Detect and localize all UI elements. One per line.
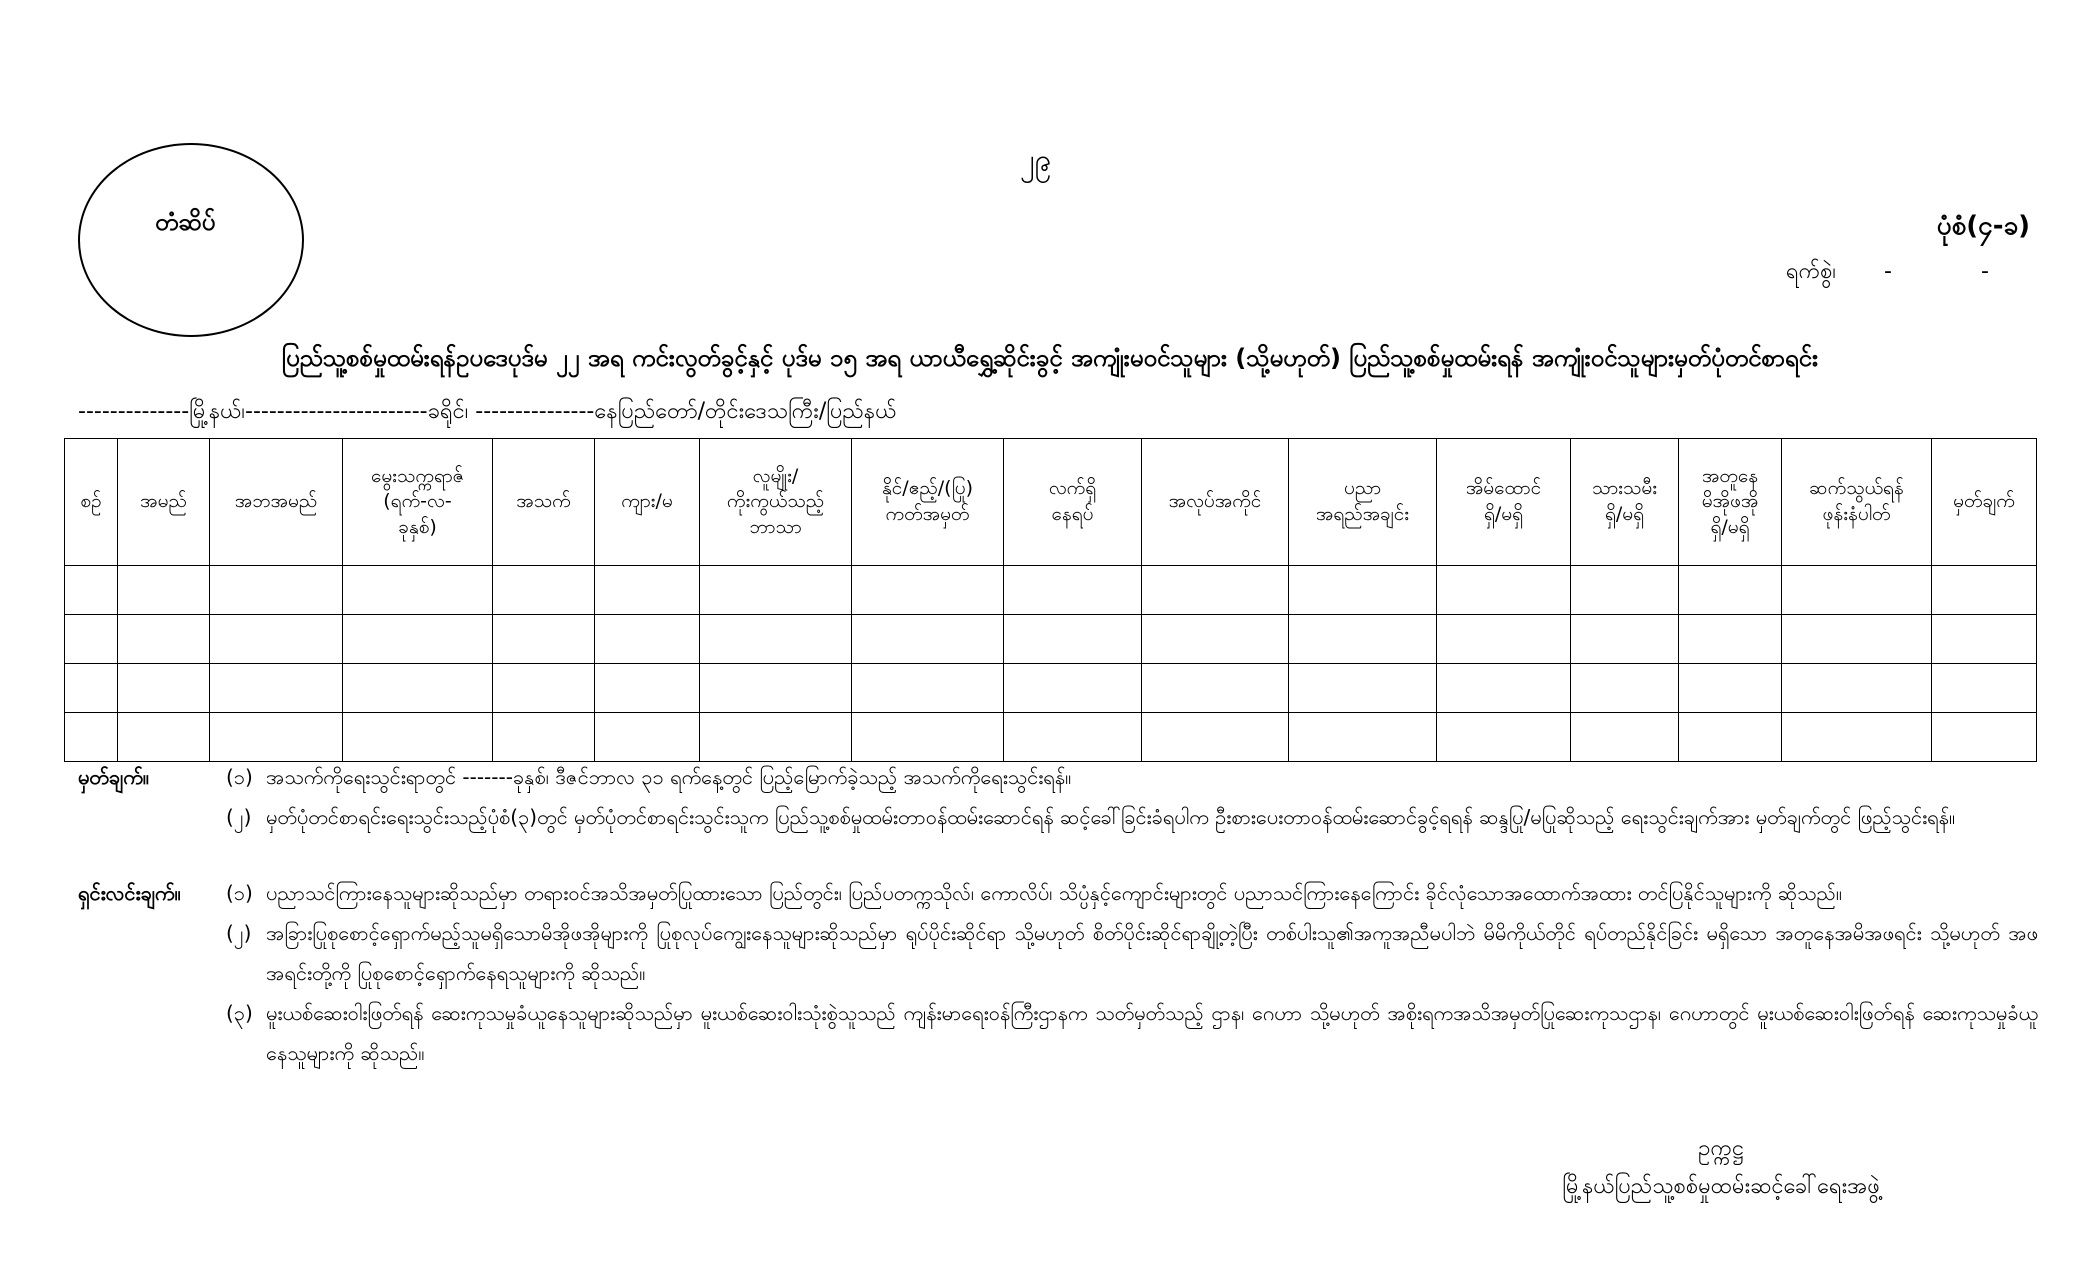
register-table (64, 438, 2037, 762)
table-cell[interactable] (343, 713, 493, 762)
table-cell[interactable] (1571, 664, 1679, 713)
table-cell[interactable] (1782, 566, 1932, 615)
table-cell[interactable] (852, 615, 1004, 664)
column-header: ကျား/မ (595, 439, 700, 566)
table-cell[interactable] (210, 664, 343, 713)
table-cell[interactable] (852, 664, 1004, 713)
table-row (65, 615, 2037, 664)
table-cell[interactable] (852, 713, 1004, 762)
table-cell[interactable] (118, 566, 210, 615)
table-cell[interactable] (1437, 664, 1571, 713)
column-header: အလုပ်အကိုင် (1142, 439, 1289, 566)
date-line (1786, 256, 2030, 289)
explanation-number: (၃) (226, 1001, 253, 1025)
table-cell[interactable] (210, 615, 343, 664)
column-header: စဉ် (65, 439, 118, 566)
table-cell[interactable] (595, 566, 700, 615)
form-number: ပုံစံ(၄-ခ) (1936, 211, 2030, 241)
table-cell[interactable] (118, 615, 210, 664)
table-cell[interactable] (1437, 713, 1571, 762)
table-header-row (65, 439, 2037, 566)
table-cell[interactable] (1932, 566, 2037, 615)
date-day-blank: - (1884, 259, 1892, 284)
table-cell[interactable] (1004, 664, 1142, 713)
column-header: လက်ရှိ နေရပ် (1004, 439, 1142, 566)
table-cell[interactable] (1437, 566, 1571, 615)
remark-number: (၁) (226, 765, 253, 789)
remarks-section (78, 757, 2038, 837)
table-cell[interactable] (1932, 664, 2037, 713)
table-cell[interactable] (595, 664, 700, 713)
remark-item (78, 797, 2038, 837)
explanation-item (78, 873, 2038, 913)
form-title: ပြည်သူ့စစ်မှုထမ်းရန်ဥပဒေပုဒ်မ ၂၂ အရ ကင်းလွတ်ခွင့်နှင့် ပုဒ်မ ၁၅ အရ ယာယီရွှေ့ဆိုင်းခွင့် အကျုံးမဝင်သူများ (သို့မဟုတ်) ပြည်သူ့စစ်မှုထမ်းရန် အကျုံးဝင်သူများမှတ်ပုံတင်စာရင်း (281, 344, 1819, 372)
signature-body: မြို့နယ်ပြည်သူ့စစ်မှုထမ်းဆင့်ခေါ်ရေးအဖွဲ့ (1562, 1174, 1880, 1199)
table-body (65, 566, 2037, 762)
table-cell[interactable] (493, 566, 595, 615)
explanation-item (78, 993, 2038, 1073)
table-cell[interactable] (210, 713, 343, 762)
explanation-text: ပညာသင်ကြားနေသူများဆိုသည်မှာ တရားဝင်အသိအမှတ်ပြုထားသော ပြည်တွင်း၊ ပြည်ပတက္ကသိုလ်၊ ကောလိပ်၊ သိပ္ပံနှင့်ကျောင်းများတွင် ပညာသင်ကြားနေကြောင်း ခိုင်လုံသောအထောက်အထား တင်ပြနိုင်သူများကို ဆိုသည်။ (266, 881, 1842, 905)
table-cell[interactable] (493, 615, 595, 664)
signature-block (1562, 1130, 1880, 1206)
table-row (65, 664, 2037, 713)
remark-text: မှတ်ပုံတင်စာရင်းရေးသွင်းသည့်ပုံစံ(၃)တွင် မှတ်ပုံတင်စာရင်းသွင်းသူက ပြည်သူ့စစ်မှုထမ်းတာဝန်ထမ်းဆောင်ရန် ဆင့်ခေါ်ခြင်းခံရပါက ဦးစားပေးတာဝန်ထမ်းဆောင်ခွင့်ရရန် ဆန္ဒပြု/မပြုဆိုသည့် ရေးသွင်းချက်အား မှတ်ချက်တွင် ဖြည့်သွင်းရန်။ (266, 805, 1956, 829)
column-header: ပညာ အရည်အချင်း (1289, 439, 1437, 566)
explanation-text: အခြားပြုစုစောင့်ရှောက်မည့်သူမရှိသောမိအိုဖအိုများကို ပြုစုလုပ်ကျွေးနေသူများဆိုသည်မှာ ရုပ်ပိုင်းဆိုင်ရာ သို့မဟုတ် စိတ်ပိုင်းဆိုင်ရာချို့တဲ့ပြီး တစ်ပါးသူ၏အကူအညီမပါဘဲ မိမိကိုယ်တိုင် ရပ်တည်နိုင်ခြင်း မရှိသော အတူနေအမိအဖရင်း သို့မဟုတ် အဖအရင်းတို့ကို ပြုစုစောင့်ရှောက်နေရသူများကို ဆိုသည်။ (266, 921, 2038, 985)
table-cell[interactable] (1142, 615, 1289, 664)
remark-number: (၂) (226, 805, 252, 829)
stamp-label: တံဆိပ် (155, 208, 216, 236)
column-header: သားသမီး ရှိ/မရှိ (1571, 439, 1679, 566)
table-cell[interactable] (1004, 615, 1142, 664)
table-cell[interactable] (65, 615, 118, 664)
table-cell[interactable] (1004, 713, 1142, 762)
signature-title: ဥက္ကဋ္ဌ (1698, 1136, 1744, 1161)
table-cell[interactable] (1289, 664, 1437, 713)
explanation-number: (၁) (226, 881, 253, 905)
remark-item (78, 757, 2038, 797)
explanation-number: (၂) (226, 921, 252, 945)
table-cell[interactable] (343, 615, 493, 664)
table-cell[interactable] (1782, 713, 1932, 762)
table-cell[interactable] (1289, 615, 1437, 664)
table-cell[interactable] (1571, 615, 1679, 664)
table-cell[interactable] (343, 566, 493, 615)
table-cell[interactable] (65, 664, 118, 713)
table-cell[interactable] (1142, 713, 1289, 762)
table-cell[interactable] (1679, 615, 1782, 664)
table-cell[interactable] (118, 713, 210, 762)
table-cell[interactable] (1004, 566, 1142, 615)
table-cell[interactable] (595, 615, 700, 664)
table-cell[interactable] (700, 664, 852, 713)
table-cell[interactable] (1437, 615, 1571, 664)
column-header: နိုင်/ဧည့်/(ပြု) ကတ်အမှတ် (852, 439, 1004, 566)
table-row (65, 713, 2037, 762)
table-cell[interactable] (1142, 664, 1289, 713)
page-number: ၂၉ (1020, 143, 1052, 178)
remarks-heading: မှတ်ချက်။ (78, 765, 149, 789)
column-header: မှတ်ချက် (1932, 439, 2037, 566)
location-line: --------------မြို့နယ်၊-----------------------ခရိုင်၊ ---------------နေပြည်တော်/တိုင်းဒေသကြီး/ပြည်နယ် (78, 399, 897, 424)
table-cell[interactable] (343, 664, 493, 713)
table-cell[interactable] (493, 713, 595, 762)
table-cell[interactable] (700, 566, 852, 615)
column-header: အဘအမည် (210, 439, 343, 566)
table-cell[interactable] (1679, 713, 1782, 762)
table-cell[interactable] (1782, 664, 1932, 713)
table-cell[interactable] (1571, 713, 1679, 762)
explanations-heading: ရှင်းလင်းချက်။ (78, 881, 181, 905)
explanation-item (78, 913, 2038, 993)
table-cell[interactable] (700, 615, 852, 664)
column-header: အသက် (493, 439, 595, 566)
table-cell[interactable] (1289, 713, 1437, 762)
table-cell[interactable] (1782, 615, 1932, 664)
table-cell[interactable] (65, 566, 118, 615)
table-row (65, 566, 2037, 615)
table-cell[interactable] (1142, 566, 1289, 615)
column-header: အတူနေ မိအိုဖအို ရှိ/မရှိ (1679, 439, 1782, 566)
table-cell[interactable] (1932, 713, 2037, 762)
table-cell[interactable] (1679, 566, 1782, 615)
table-cell[interactable] (1571, 566, 1679, 615)
table-cell[interactable] (700, 713, 852, 762)
table-cell[interactable] (493, 664, 595, 713)
table-cell[interactable] (595, 713, 700, 762)
column-header: မွေးသက္ကရာဇ် (ရက်-လ- ခုနှစ်) (343, 439, 493, 566)
date-month-blank: - (1981, 259, 1989, 284)
table-cell[interactable] (1289, 566, 1437, 615)
column-header: ဆက်သွယ်ရန် ဖုန်းနံပါတ် (1782, 439, 1932, 566)
table-cell[interactable] (118, 664, 210, 713)
explanation-text: မူးယစ်ဆေးဝါးဖြတ်ရန် ဆေးကုသမှုခံယူနေသူများဆိုသည်မှာ မူးယစ်ဆေးဝါးသုံးစွဲသူသည် ကျန်းမာရေးဝန်ကြီးဌာနက သတ်မှတ်သည့် ဌာန၊ ဂေဟာ သို့မဟုတ် အစိုးရကအသိအမှတ်ပြုဆေးကုသဌာန၊ ဂေဟာတွင် မူးယစ်ဆေးဝါးဖြတ်ရန် ဆေးကုသမှုခံယူနေသူများကို ဆိုသည်။ (266, 1001, 2038, 1065)
remark-text: အသက်ကိုရေးသွင်းရာတွင် -------ခုနှစ်၊ ဒီဇင်ဘာလ ၃၁ ရက်နေ့တွင် ပြည့်မြောက်ခဲ့သည့် အသက်ကိုရေးသွင်းရန်။ (266, 765, 1072, 789)
column-header: အိမ်ထောင် ရှိ/မရှိ (1437, 439, 1571, 566)
column-header: အမည် (118, 439, 210, 566)
table-cell[interactable] (1932, 615, 2037, 664)
table-cell[interactable] (1679, 664, 1782, 713)
table-cell[interactable] (210, 566, 343, 615)
table-cell[interactable] (65, 713, 118, 762)
date-label: ရက်စွဲ၊ (1785, 259, 1836, 284)
table-cell[interactable] (852, 566, 1004, 615)
explanations-section (78, 873, 2038, 1073)
column-header: လူမျိုး/ ကိုးကွယ်သည့် ဘာသာ (700, 439, 852, 566)
